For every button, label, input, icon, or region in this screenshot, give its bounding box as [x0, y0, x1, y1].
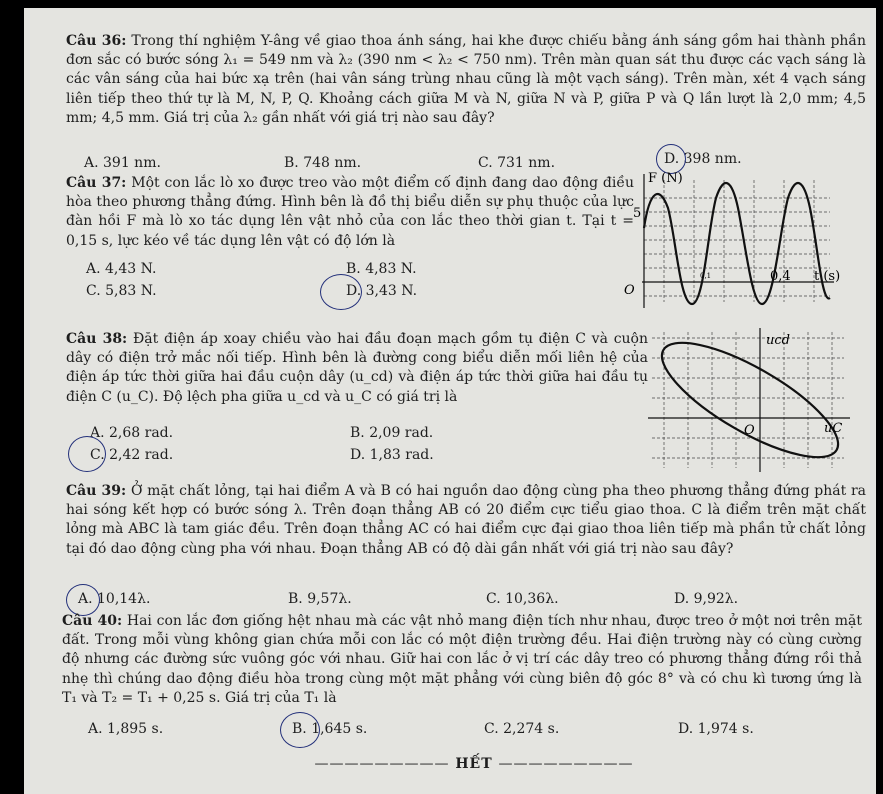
question-text: Trong thí nghiệm Y-âng về giao thoa ánh sáng, hai khe được chiếu bằng ánh sáng gồm hai thành phần đơn sắc có bước sóng λ₁ = 549 nm và λ₂ (390 nm < λ₂ < 750 nm). Trên màn quan sát thu được các vạch sáng là các vân sáng của hai bức xạ trên (hai vân sáng trùng nhau cũng là một vạch sáng). Trên màn, xét 4 vạch sáng liên tiếp theo thứ tự là M, N, P, Q. Khoảng cách giữa M và N, giữa N và P, giữa P và Q lần lượt là 2,0 mm; 4,5 mm; 4,5 mm. Giá trị của λ₂ gần nhất với giá trị nào sau đây? [66, 33, 867, 126]
question-39 [66, 482, 866, 559]
question-text: Ở mặt chất lỏng, tại hai điểm A và B có hai nguồn dao động cùng pha theo phương thẳng đứng phát ra hai sóng kết hợp có bước sóng λ. Trên đoạn thẳng AB có 20 điểm cực tiểu giao thoa. C là điểm trên mặt chất lỏng mà ABC là tam giác đều. Trên đoạn thẳng AC có hai điểm cực đại giao thoa liên tiếp mà phần tử chất lỏng tại đó dao động cùng pha với nhau. Đoạn thẳng AB có độ dài gần nhất với giá trị nào sau đây? [66, 483, 866, 557]
q38-option-a[interactable]: A. 2,68 rad. [90, 425, 174, 441]
small-tick-label: 0,1 [700, 272, 712, 280]
question-36 [66, 32, 866, 128]
question-text: Đặt điện áp xoay chiều vào hai đầu đoạn mạch gồm tụ điện C và cuộn dây có điện trở mắc nối tiếp. Hình bên là đường cong biểu diễn mối liên hệ của điện áp tức thời giữa hai đầu cuộn dây (u_cd) và điện áp tức thời giữa hai đầu tụ điện C (u_C). Độ lệch pha giữa u_cd và u_C có giá trị là [66, 331, 648, 405]
q38-option-d[interactable]: D. 1,83 rad. [350, 447, 434, 463]
question-text: Một con lắc lò xo được treo vào một điểm cố định đang dao động điều hòa theo phương thẳng đứng. Hình bên là đồ thị biểu diễn sự phụ thuộc của lực đàn hồi F mà lò xo tác dụng lên vật nhỏ của con lắc theo thời gian t. Tại t = 0,15 s, lực kéo về tác dụng lên vật có độ lớn là [66, 175, 635, 249]
answer-circle-mark [320, 274, 362, 310]
q40-option-d[interactable]: D. 1,974 s. [678, 721, 754, 737]
question-37 [66, 174, 634, 251]
q37-option-a[interactable]: A. 4,43 N. [86, 261, 157, 277]
q37-option-c[interactable]: C. 5,83 N. [86, 283, 157, 299]
x-axis-label: t (s) [814, 269, 841, 284]
q36-option-b[interactable]: B. 748 nm. [284, 155, 362, 171]
question-label: Câu 37: [66, 175, 127, 191]
origin-label: O [744, 423, 755, 438]
q36-option-d[interactable]: D. 398 nm. [664, 151, 742, 167]
origin-label: O [624, 283, 635, 298]
q39-option-d[interactable]: D. 9,92λ. [674, 591, 739, 607]
end-marker: ————————— HẾT ————————— [314, 756, 634, 772]
question-40 [62, 612, 862, 708]
voltage-ellipse-graph [644, 324, 854, 474]
question-38 [66, 330, 648, 407]
q37-option-d[interactable]: D. 3,43 N. [346, 283, 418, 299]
x-axis-label: uC [824, 421, 843, 436]
x-tick-label: 0,4 [770, 269, 791, 284]
answer-circle-mark [68, 436, 106, 472]
force-time-graph [620, 168, 846, 318]
question-label: Câu 36: [66, 33, 127, 49]
end-label: HẾT [455, 756, 493, 772]
answer-circle-mark [280, 712, 320, 748]
y-tick-label: 5 [633, 206, 642, 221]
y-axis-label: ucd [766, 333, 790, 348]
q39-option-c[interactable]: C. 10,36λ. [486, 591, 559, 607]
question-text: Hai con lắc đơn giống hệt nhau mà các vật nhỏ mang điện tích như nhau, được treo ở một nơi trên mặt đất. Trong mỗi vùng không gian chứa mỗi con lắc có một điện trường đều. Hai điện trường này có cùng cường độ nhưng các đường sức vuông góc với nhau. Giữ hai con lắc ở vị trí các dây treo có phương thẳng đứng rồi thả nhẹ thì chúng dao động điều hòa trong cùng một mặt phẳng với cùng biên độ góc 8° và có chu kì tương ứng là T₁ và T₂ = T₁ + 0,25 s. Giá trị của T₁ là [62, 613, 862, 706]
q40-option-c[interactable]: C. 2,274 s. [484, 721, 560, 737]
q39-option-b[interactable]: B. 9,57λ. [288, 591, 352, 607]
q40-option-b[interactable]: B. 1,645 s. [292, 721, 368, 737]
q36-option-a[interactable]: A. 391 nm. [84, 155, 161, 171]
exam-page [24, 8, 876, 794]
q38-option-b[interactable]: B. 2,09 rad. [350, 425, 434, 441]
q36-option-c[interactable]: C. 731 nm. [478, 155, 556, 171]
q39-option-a[interactable]: A. 10,14λ. [78, 591, 151, 607]
question-label: Câu 38: [66, 331, 128, 347]
q37-option-b[interactable]: B. 4,83 N. [346, 261, 417, 277]
question-label: Câu 40: [62, 613, 123, 629]
q38-option-c[interactable]: C. 2,42 rad. [90, 447, 174, 463]
question-label: Câu 39: [66, 483, 127, 499]
q40-option-a[interactable]: A. 1,895 s. [88, 721, 164, 737]
y-axis-label: F (N) [648, 171, 683, 186]
